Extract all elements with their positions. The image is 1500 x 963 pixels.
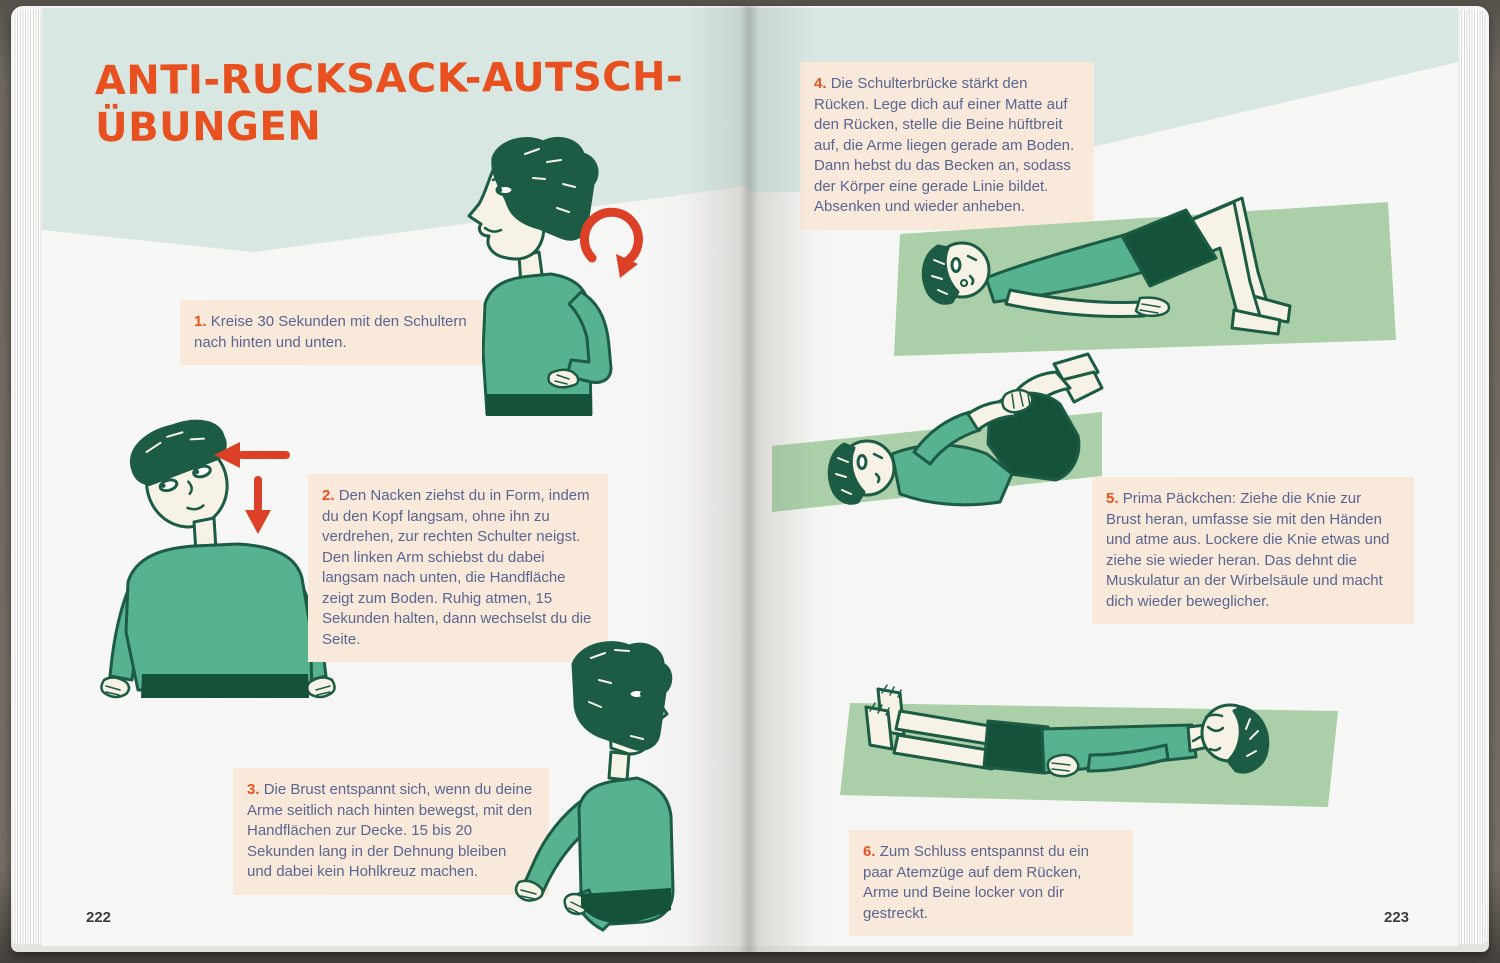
title-line-1: ANTI-RUCKSACK-AUTSCH- bbox=[94, 53, 684, 105]
exercise-note-2 bbox=[308, 474, 608, 662]
step-text: Die Brust entspannt sich, wenn du deine Arme seitlich nach hinten bewegst, mit den Handflächen zur Decke. 15 bis 20 Sekunden lang in der Dehnung bleiben und dabei kein Hohlkreuz machen. bbox=[247, 781, 533, 880]
step-text: Prima Päckchen: Ziehe die Knie zur Brust heran, umfasse sie mit den Händen und atme aus. Lockere die Knie etwas und ziehe sie wieder heran. Das dehnt die Muskulatur an der Wirbelsäule und macht dich wieder beweglicher. bbox=[1106, 490, 1390, 610]
illustration-knees-to-chest bbox=[772, 350, 1102, 560]
rotation-arrow-icon bbox=[584, 212, 638, 278]
title-line-2: ÜBUNGEN bbox=[95, 103, 322, 152]
page-number-right: 223 bbox=[1384, 909, 1410, 926]
page-number-left: 222 bbox=[86, 909, 112, 926]
illustration-shoulder-circles bbox=[435, 132, 655, 427]
exercise-note-1 bbox=[180, 300, 482, 365]
step-number: 6. bbox=[863, 843, 876, 860]
illustration-neck-stretch bbox=[98, 418, 338, 723]
step-text: Den Nacken ziehst du in Form, indem du den Kopf langsam, ohne ihn zu verdrehen, zur rechten Schulter neigst. Den linken Arm schiebst du dabei langsam nach unten, die Handfläche zeigt zum Boden. Ruhig atmen, 15 Sekunden halten, dann wechselst du die Seite. bbox=[322, 487, 592, 648]
step-number: 5. bbox=[1106, 490, 1119, 507]
step-text: Die Schulterbrücke stärkt den Rücken. Lege dich auf einer Matte auf den Rücken, stelle die Beine hüftbreit auf, die Arme liegen gerade am Boden. Dann hebst du das Becken an, sodass der Körper eine gerade Linie bildet. Absenken und wieder anheben. bbox=[814, 75, 1075, 215]
step-text: Zum Schluss entspannst du ein paar Atemzüge auf dem Rücken, Arme und Beine locker von dir gestreckt. bbox=[863, 843, 1089, 922]
step-number: 4. bbox=[814, 75, 827, 92]
exercise-note-6 bbox=[849, 830, 1133, 936]
exercise-note-5 bbox=[1092, 477, 1414, 624]
step-text: Kreise 30 Sekunden mit den Schultern nach hinten und unten. bbox=[194, 313, 467, 351]
arrow-down-icon bbox=[245, 476, 271, 534]
illustration-lying-relaxed bbox=[838, 655, 1348, 840]
step-number: 1. bbox=[194, 313, 207, 330]
page-edge-stack-right bbox=[1457, 10, 1487, 944]
step-number: 3. bbox=[247, 781, 260, 798]
exercise-note-3 bbox=[233, 768, 549, 895]
illustration-shoulder-bridge bbox=[890, 172, 1405, 367]
page-edge-stack-left bbox=[13, 10, 43, 944]
illustration-chest-stretch bbox=[515, 638, 745, 938]
step-number: 2. bbox=[322, 487, 335, 504]
